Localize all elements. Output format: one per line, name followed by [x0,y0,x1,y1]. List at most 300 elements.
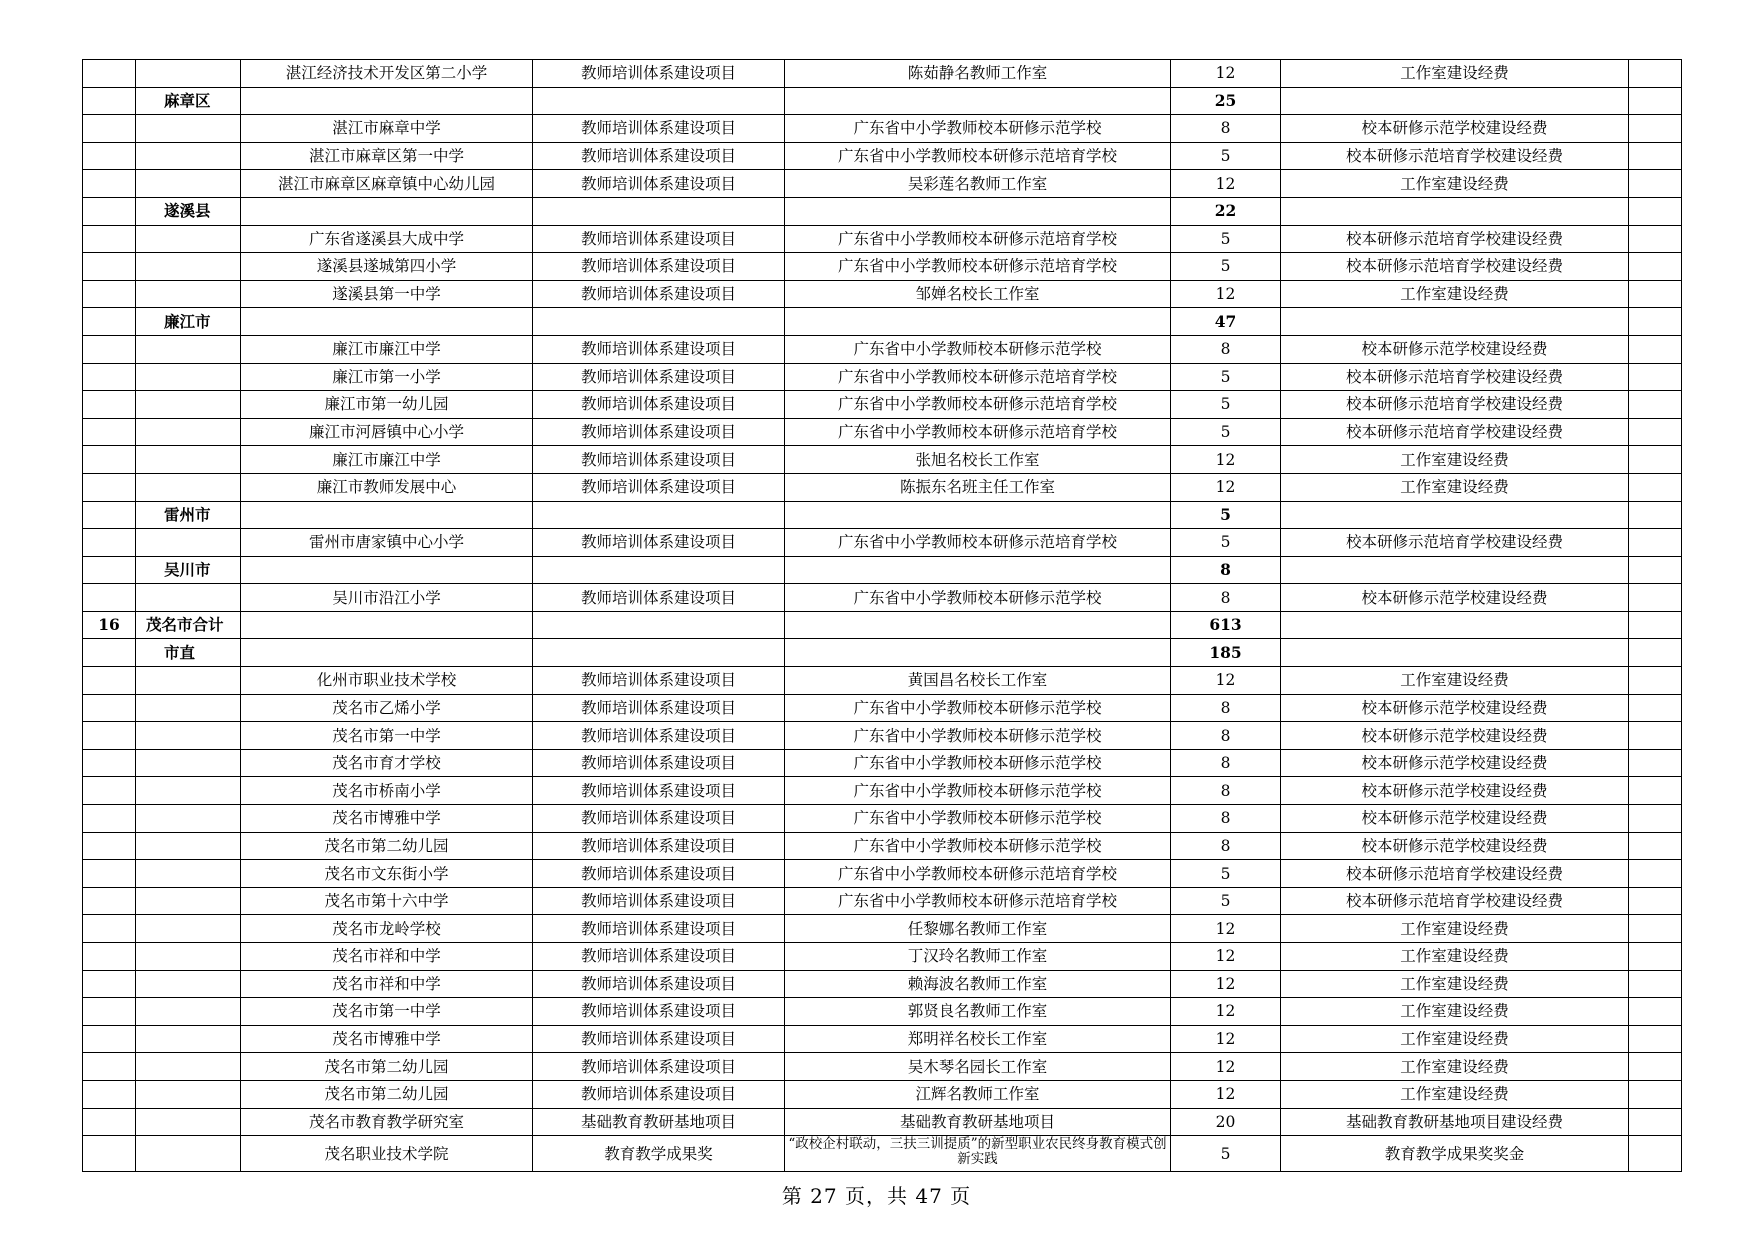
region-cell: 廉江市 [136,308,241,336]
content-cell: 广东省中小学教师校本研修示范培育学校 [785,860,1171,888]
note-cell [1629,970,1682,998]
note-cell [1629,253,1682,281]
note-cell [1629,335,1682,363]
unit-cell [241,639,533,667]
region-cell [136,446,241,474]
project-cell: 教师培训体系建设项目 [533,253,785,281]
row-index-cell [83,1053,136,1081]
amount-cell: 12 [1171,970,1281,998]
content-cell: 吴彩莲名教师工作室 [785,170,1171,198]
table-row [83,722,1682,750]
city-total-row [83,611,1682,639]
project-cell: 教师培训体系建设项目 [533,170,785,198]
content-cell: 广东省中小学教师校本研修示范培育学校 [785,363,1171,391]
amount-cell: 8 [1171,335,1281,363]
use-cell: 工作室建设经费 [1281,998,1629,1026]
content-cell: 广东省中小学教师校本研修示范学校 [785,335,1171,363]
note-cell [1629,501,1682,529]
table-row [83,1108,1682,1136]
unit-cell: 茂名市博雅中学 [241,1025,533,1053]
project-cell: 教师培训体系建设项目 [533,280,785,308]
amount-cell: 20 [1171,1108,1281,1136]
region-cell [136,860,241,888]
content-cell [785,197,1171,225]
table-row [83,749,1682,777]
region-cell [136,1025,241,1053]
content-cell [785,639,1171,667]
note-cell [1629,197,1682,225]
project-cell: 教师培训体系建设项目 [533,142,785,170]
row-index-cell [83,777,136,805]
project-cell: 教师培训体系建设项目 [533,860,785,888]
table-body [83,60,1682,1172]
table-row [83,418,1682,446]
row-index-cell [83,363,136,391]
project-cell: 教师培训体系建设项目 [533,1053,785,1081]
district-subtotal-row [83,197,1682,225]
amount-cell: 12 [1171,446,1281,474]
use-cell: 校本研修示范学校建设经费 [1281,335,1629,363]
amount-cell: 12 [1171,473,1281,501]
content-cell: 陈茹静名教师工作室 [785,60,1171,88]
use-cell: 校本研修示范学校建设经费 [1281,777,1629,805]
region-cell [136,998,241,1026]
district-subtotal-row [83,87,1682,115]
project-cell [533,639,785,667]
note-cell [1629,639,1682,667]
amount-cell: 12 [1171,60,1281,88]
project-cell: 教师培训体系建设项目 [533,363,785,391]
note-cell [1629,115,1682,143]
amount-cell: 5 [1171,142,1281,170]
note-cell [1629,584,1682,612]
note-cell [1629,225,1682,253]
unit-cell: 茂名市第十六中学 [241,887,533,915]
unit-cell [241,87,533,115]
content-cell: 广东省中小学教师校本研修示范培育学校 [785,391,1171,419]
project-cell: 教师培训体系建设项目 [533,335,785,363]
content-cell [785,556,1171,584]
unit-cell: 吴川市沿江小学 [241,584,533,612]
amount-cell: 8 [1171,584,1281,612]
use-cell: 工作室建设经费 [1281,60,1629,88]
note-cell [1629,391,1682,419]
row-index-cell [83,253,136,281]
row-index-cell [83,584,136,612]
amount-cell: 5 [1171,391,1281,419]
use-cell: 校本研修示范培育学校建设经费 [1281,142,1629,170]
content-cell [785,87,1171,115]
unit-cell: 茂名市博雅中学 [241,805,533,833]
unit-cell: 湛江市麻章区麻章镇中心幼儿园 [241,170,533,198]
table-row [83,998,1682,1026]
unit-cell: 茂名职业技术学院 [241,1136,533,1172]
use-cell [1281,197,1629,225]
region-cell: 茂名市合计 [136,611,241,639]
region-cell [136,142,241,170]
note-cell [1629,1108,1682,1136]
project-cell: 基础教育教研基地项目 [533,1108,785,1136]
note-cell [1629,280,1682,308]
region-cell [136,529,241,557]
region-cell [136,887,241,915]
project-cell: 教师培训体系建设项目 [533,943,785,971]
table-row [83,915,1682,943]
use-cell: 工作室建设经费 [1281,915,1629,943]
project-cell: 教师培训体系建设项目 [533,1025,785,1053]
unit-cell: 化州市职业技术学校 [241,667,533,695]
project-cell: 教师培训体系建设项目 [533,832,785,860]
table-row [83,860,1682,888]
row-index-cell [83,60,136,88]
row-index-cell [83,473,136,501]
amount-cell: 8 [1171,556,1281,584]
unit-cell: 茂名市第二幼儿园 [241,1080,533,1108]
region-cell [136,335,241,363]
region-cell [136,943,241,971]
use-cell: 校本研修示范学校建设经费 [1281,115,1629,143]
region-cell [136,60,241,88]
project-cell: 教师培训体系建设项目 [533,115,785,143]
content-cell: “政校企村联动，三扶三训提质”的新型职业农民终身教育模式创新实践 [785,1136,1171,1172]
row-index-cell [83,860,136,888]
allocation-table [82,59,1682,1172]
unit-cell: 湛江经济技术开发区第二小学 [241,60,533,88]
region-cell [136,1053,241,1081]
project-cell: 教师培训体系建设项目 [533,667,785,695]
region-cell [136,832,241,860]
project-cell: 教师培训体系建设项目 [533,60,785,88]
region-cell [136,225,241,253]
row-index-cell [83,998,136,1026]
table-row [83,473,1682,501]
unit-cell [241,308,533,336]
note-cell [1629,87,1682,115]
row-index-cell [83,197,136,225]
project-cell [533,501,785,529]
row-index-cell [83,225,136,253]
use-cell: 校本研修示范培育学校建设经费 [1281,363,1629,391]
table-row [83,60,1682,88]
content-cell: 广东省中小学教师校本研修示范学校 [785,777,1171,805]
table-row [83,363,1682,391]
region-cell [136,915,241,943]
region-cell [136,777,241,805]
row-index-cell [83,115,136,143]
unit-cell: 茂名市第二幼儿园 [241,1053,533,1081]
project-cell: 教师培训体系建设项目 [533,777,785,805]
table-row [83,970,1682,998]
content-cell: 广东省中小学教师校本研修示范学校 [785,584,1171,612]
amount-cell: 12 [1171,170,1281,198]
row-index-cell [83,805,136,833]
table-row [83,170,1682,198]
row-index-cell [83,529,136,557]
amount-cell: 22 [1171,197,1281,225]
row-index-cell [83,87,136,115]
row-index-cell [83,418,136,446]
amount-cell: 5 [1171,887,1281,915]
table-row [83,805,1682,833]
content-cell: 陈振东名班主任工作室 [785,473,1171,501]
project-cell: 教师培训体系建设项目 [533,970,785,998]
row-index-cell [83,749,136,777]
unit-cell [241,556,533,584]
district-subtotal-row [83,501,1682,529]
project-cell: 教师培训体系建设项目 [533,584,785,612]
note-cell [1629,446,1682,474]
project-cell [533,308,785,336]
table-row [83,529,1682,557]
amount-cell: 8 [1171,694,1281,722]
amount-cell: 8 [1171,832,1281,860]
note-cell [1629,611,1682,639]
row-index-cell [83,1080,136,1108]
content-cell: 广东省中小学教师校本研修示范学校 [785,115,1171,143]
note-cell [1629,1080,1682,1108]
row-index-cell [83,280,136,308]
amount-cell: 8 [1171,749,1281,777]
note-cell [1629,529,1682,557]
use-cell [1281,611,1629,639]
note-cell [1629,473,1682,501]
project-cell: 教师培训体系建设项目 [533,391,785,419]
row-index-cell [83,1025,136,1053]
unit-cell: 茂名市桥南小学 [241,777,533,805]
project-cell: 教师培训体系建设项目 [533,1080,785,1108]
row-index-cell [83,170,136,198]
table-row [83,446,1682,474]
note-cell [1629,363,1682,391]
region-cell [136,1080,241,1108]
region-cell [136,280,241,308]
unit-cell: 茂名市第一中学 [241,722,533,750]
note-cell [1629,805,1682,833]
content-cell: 广东省中小学教师校本研修示范培育学校 [785,253,1171,281]
note-cell [1629,777,1682,805]
region-cell [136,970,241,998]
content-cell: 张旭名校长工作室 [785,446,1171,474]
use-cell: 教育教学成果奖奖金 [1281,1136,1629,1172]
row-index-cell [83,832,136,860]
project-cell: 教师培训体系建设项目 [533,694,785,722]
use-cell: 基础教育教研基地项目建设经费 [1281,1108,1629,1136]
use-cell [1281,501,1629,529]
use-cell: 工作室建设经费 [1281,970,1629,998]
use-cell: 工作室建设经费 [1281,446,1629,474]
district-subtotal-row [83,639,1682,667]
unit-cell: 茂名市育才学校 [241,749,533,777]
row-index-cell [83,722,136,750]
content-cell: 广东省中小学教师校本研修示范学校 [785,749,1171,777]
amount-cell: 5 [1171,529,1281,557]
note-cell [1629,943,1682,971]
project-cell: 教师培训体系建设项目 [533,998,785,1026]
region-cell [136,418,241,446]
note-cell [1629,60,1682,88]
unit-cell: 茂名市祥和中学 [241,943,533,971]
unit-cell: 遂溪县遂城第四小学 [241,253,533,281]
project-cell [533,87,785,115]
table-row [83,667,1682,695]
content-cell: 赖海波名教师工作室 [785,970,1171,998]
use-cell: 工作室建设经费 [1281,473,1629,501]
content-cell: 黄国昌名校长工作室 [785,667,1171,695]
row-index-cell [83,391,136,419]
table-row [83,115,1682,143]
content-cell: 丁汉玲名教师工作室 [785,943,1171,971]
row-index-cell [83,667,136,695]
region-cell [136,694,241,722]
region-cell [136,749,241,777]
content-cell: 邹婵名校长工作室 [785,280,1171,308]
table-row [83,280,1682,308]
note-cell [1629,418,1682,446]
project-cell: 教师培训体系建设项目 [533,529,785,557]
row-index-cell [83,1108,136,1136]
note-cell [1629,722,1682,750]
note-cell [1629,694,1682,722]
region-cell [136,363,241,391]
use-cell: 工作室建设经费 [1281,667,1629,695]
note-cell [1629,832,1682,860]
region-cell [136,584,241,612]
project-cell: 教师培训体系建设项目 [533,446,785,474]
amount-cell: 12 [1171,1025,1281,1053]
page-footer: 第 27 页，共 47 页 [781,1184,972,1208]
unit-cell: 遂溪县第一中学 [241,280,533,308]
unit-cell: 廉江市第一小学 [241,363,533,391]
note-cell [1629,142,1682,170]
project-cell [533,611,785,639]
note-cell [1629,308,1682,336]
unit-cell: 茂名市教育教学研究室 [241,1108,533,1136]
region-cell [136,805,241,833]
amount-cell: 5 [1171,363,1281,391]
content-cell: 郭贤良名教师工作室 [785,998,1171,1026]
content-cell: 广东省中小学教师校本研修示范培育学校 [785,225,1171,253]
project-cell: 教师培训体系建设项目 [533,225,785,253]
region-cell [136,667,241,695]
region-cell [136,1136,241,1172]
unit-cell: 廉江市河唇镇中心小学 [241,418,533,446]
row-index-cell [83,694,136,722]
unit-cell: 茂名市第二幼儿园 [241,832,533,860]
unit-cell: 湛江市麻章中学 [241,115,533,143]
region-cell: 雷州市 [136,501,241,529]
row-index-cell [83,446,136,474]
use-cell: 校本研修示范学校建设经费 [1281,584,1629,612]
use-cell: 工作室建设经费 [1281,1025,1629,1053]
table-row [83,777,1682,805]
use-cell [1281,639,1629,667]
row-index-cell [83,142,136,170]
unit-cell [241,501,533,529]
row-index-cell [83,970,136,998]
project-cell: 教师培训体系建设项目 [533,887,785,915]
unit-cell: 茂名市乙烯小学 [241,694,533,722]
amount-cell: 185 [1171,639,1281,667]
project-cell [533,556,785,584]
region-cell: 吴川市 [136,556,241,584]
use-cell: 工作室建设经费 [1281,170,1629,198]
project-cell: 教师培训体系建设项目 [533,805,785,833]
content-cell: 广东省中小学教师校本研修示范培育学校 [785,418,1171,446]
table-row [83,943,1682,971]
content-cell: 广东省中小学教师校本研修示范培育学校 [785,529,1171,557]
use-cell: 校本研修示范培育学校建设经费 [1281,418,1629,446]
use-cell: 校本研修示范学校建设经费 [1281,722,1629,750]
project-cell: 教师培训体系建设项目 [533,473,785,501]
use-cell: 校本研修示范学校建设经费 [1281,694,1629,722]
row-index-cell [83,943,136,971]
use-cell [1281,308,1629,336]
table-row [83,1080,1682,1108]
amount-cell: 12 [1171,915,1281,943]
content-cell: 任黎娜名教师工作室 [785,915,1171,943]
amount-cell: 12 [1171,1080,1281,1108]
unit-cell: 茂名市第一中学 [241,998,533,1026]
content-cell [785,501,1171,529]
row-index-cell [83,639,136,667]
region-cell: 遂溪县 [136,197,241,225]
unit-cell: 廉江市第一幼儿园 [241,391,533,419]
amount-cell: 5 [1171,501,1281,529]
content-cell: 广东省中小学教师校本研修示范培育学校 [785,142,1171,170]
row-index-cell [83,887,136,915]
project-cell: 教师培训体系建设项目 [533,749,785,777]
project-cell: 教育教学成果奖 [533,1136,785,1172]
note-cell [1629,1136,1682,1172]
unit-cell: 雷州市唐家镇中心小学 [241,529,533,557]
project-cell: 教师培训体系建设项目 [533,915,785,943]
row-index-cell [83,556,136,584]
table-row [83,142,1682,170]
content-cell: 广东省中小学教师校本研修示范学校 [785,805,1171,833]
table-row [83,1053,1682,1081]
use-cell: 校本研修示范培育学校建设经费 [1281,225,1629,253]
use-cell: 校本研修示范培育学校建设经费 [1281,529,1629,557]
unit-cell: 茂名市文东街小学 [241,860,533,888]
use-cell: 校本研修示范培育学校建设经费 [1281,391,1629,419]
content-cell [785,611,1171,639]
unit-cell: 茂名市龙岭学校 [241,915,533,943]
region-cell [136,722,241,750]
content-cell [785,308,1171,336]
table-row [83,832,1682,860]
content-cell: 广东省中小学教师校本研修示范学校 [785,832,1171,860]
district-subtotal-row [83,556,1682,584]
use-cell: 校本研修示范培育学校建设经费 [1281,860,1629,888]
row-index-cell: 16 [83,611,136,639]
unit-cell: 广东省遂溪县大成中学 [241,225,533,253]
unit-cell: 廉江市廉江中学 [241,335,533,363]
unit-cell [241,197,533,225]
amount-cell: 25 [1171,87,1281,115]
unit-cell [241,611,533,639]
note-cell [1629,1025,1682,1053]
note-cell [1629,749,1682,777]
table-row [83,253,1682,281]
note-cell [1629,1053,1682,1081]
table-row [83,391,1682,419]
use-cell: 工作室建设经费 [1281,280,1629,308]
region-cell [136,1108,241,1136]
table-row [83,335,1682,363]
use-cell [1281,87,1629,115]
amount-cell: 12 [1171,280,1281,308]
region-cell [136,253,241,281]
